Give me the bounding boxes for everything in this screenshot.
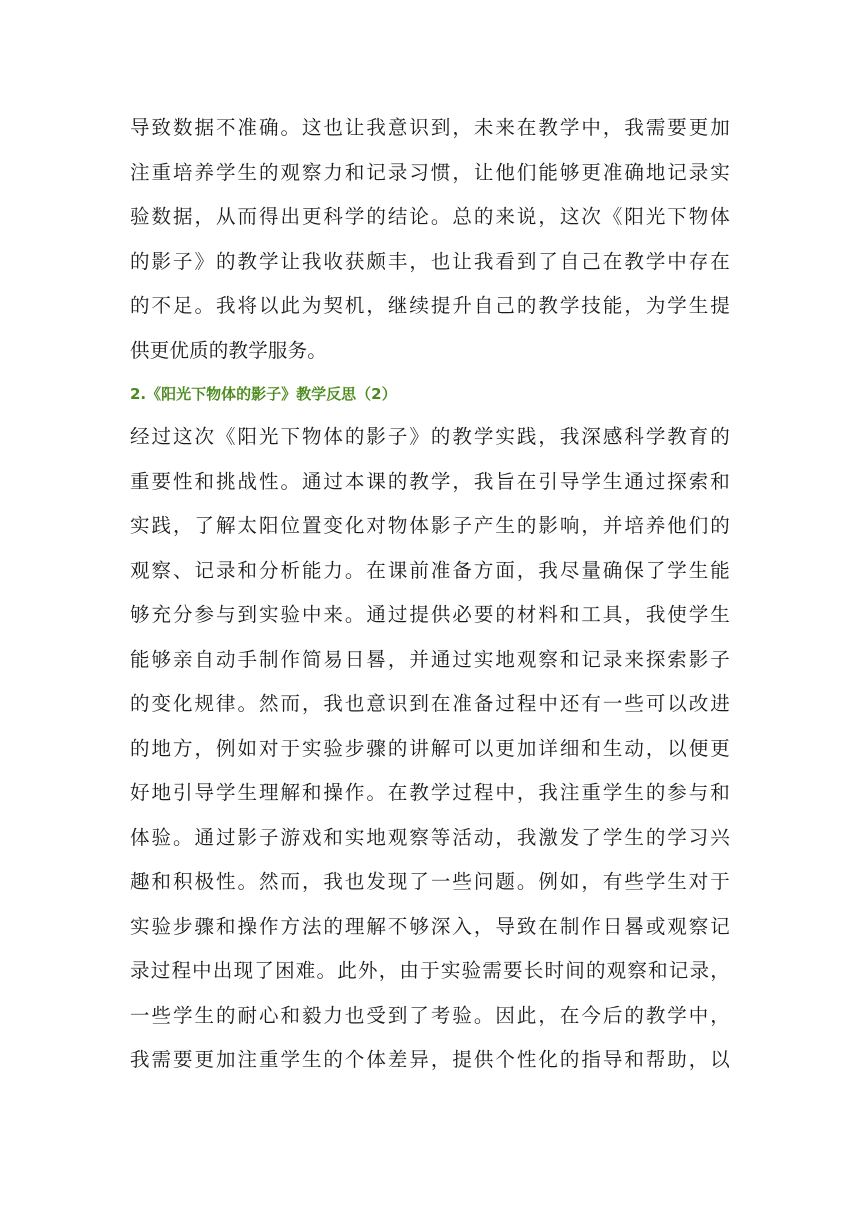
text-line: 够充分参与到实验中来。通过提供必要的材料和工具，我使学生 [130, 603, 730, 626]
text-line: 能够亲自动手制作简易日晷，并通过实地观察和记录来探索影子 [130, 647, 730, 671]
text-line: 观察、记录和分析能力。在课前准备方面，我尽量确保了学生能 [130, 558, 730, 582]
text-line: 录过程中出现了困难。此外，由于实验需要长时间的观察和记录， [130, 959, 730, 982]
text-line: 的影子》的教学让我收获颇丰，也让我看到了自己在教学中存在 [130, 249, 730, 273]
text-line: 实践，了解太阳位置变化对物体影子产生的影响，并培养他们的 [130, 514, 730, 537]
text-line: 重要性和挑战性。通过本课的教学，我旨在引导学生通过探索和 [130, 469, 730, 493]
text-line: 趣和积极性。然而，我也发现了一些问题。例如，有些学生对于 [130, 870, 730, 893]
text-line: 一些学生的耐心和毅力也受到了考验。因此，在今后的教学中， [130, 1003, 730, 1027]
document-page [130, 106, 730, 1083]
text-line: 我需要更加注重学生的个体差异，提供个性化的指导和帮助，以 [130, 1048, 730, 1071]
text-line: 好地引导学生理解和操作。在教学过程中，我注重学生的参与和 [130, 781, 730, 804]
text-line: 的不足。我将以此为契机，继续提升自己的教学技能，为学生提 [130, 294, 730, 317]
paragraph-continued [130, 106, 730, 373]
text-line: 注重培养学生的观察力和记录习惯，让他们能够更准确地记录实 [130, 160, 730, 184]
text-line: 的地方，例如对于实验步骤的讲解可以更加详细和生动，以便更 [130, 736, 730, 760]
section-body [130, 415, 730, 1083]
section-heading: 2.《阳光下物体的影子》教学反思（2） [130, 385, 397, 403]
text-line: 经过这次《阳光下物体的影子》的教学实践，我深感科学教育的 [130, 425, 730, 448]
text-line: 实验步骤和操作方法的理解不够深入，导致在制作日晷或观察记 [130, 914, 730, 938]
text-line: 验数据，从而得出更科学的结论。总的来说，这次《阳光下物体 [130, 205, 730, 228]
text-line: 导致数据不准确。这也让我意识到，未来在教学中，我需要更加 [130, 116, 730, 139]
text-line: 体验。通过影子游戏和实地观察等活动，我激发了学生的学习兴 [130, 825, 730, 849]
text-line: 供更优质的教学服务。 [130, 338, 328, 362]
text-line: 的变化规律。然而，我也意识到在准备过程中还有一些可以改进 [130, 692, 730, 715]
